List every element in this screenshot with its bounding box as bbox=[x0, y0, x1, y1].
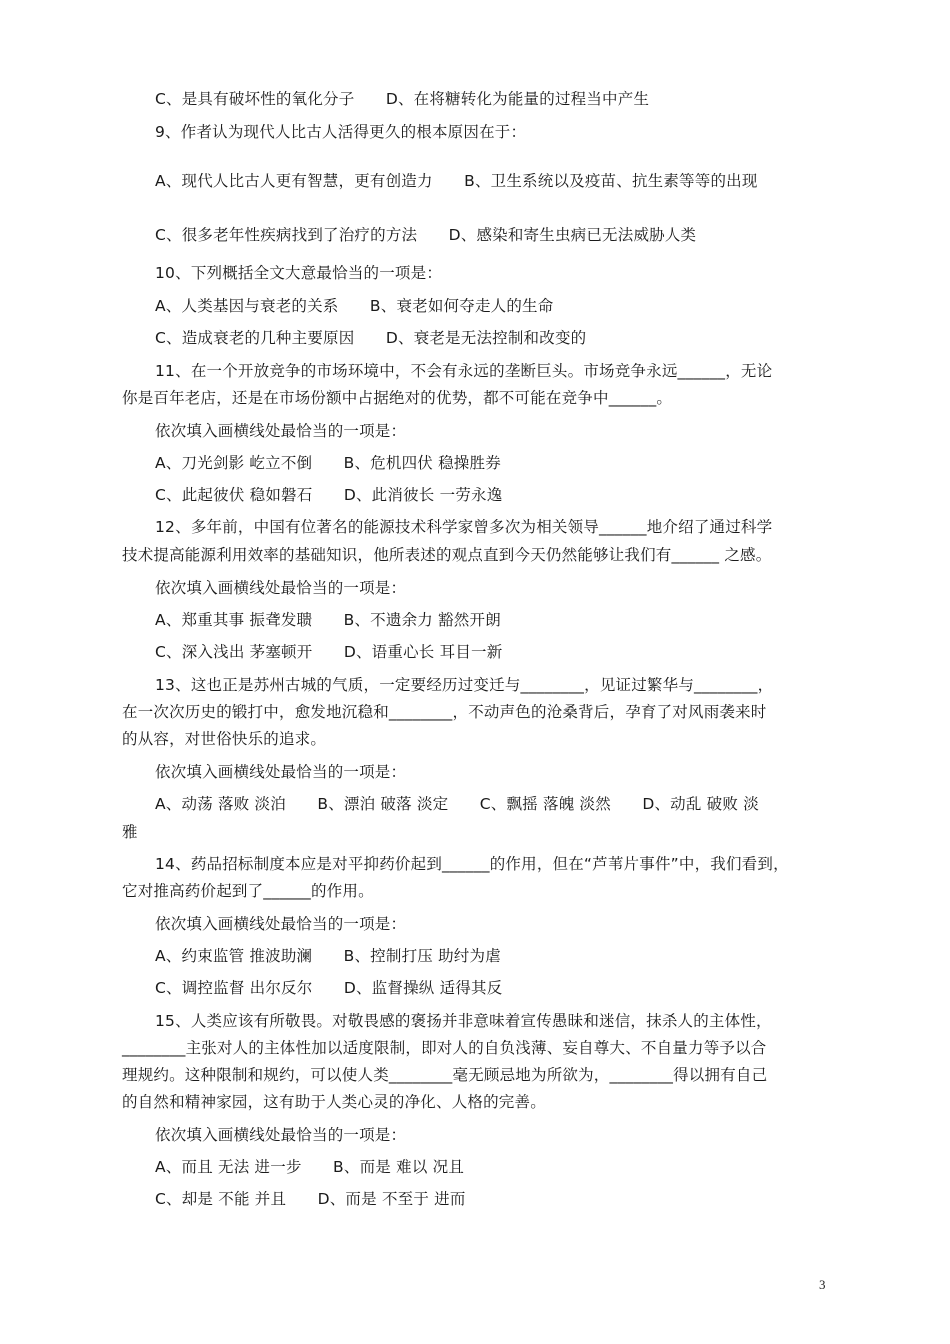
text-line-q10-options-cd: C、造成衰老的几种主要原因 D、衰老是无法控制和改变的 bbox=[155, 329, 587, 347]
text-line-q15-options-ab: A、而且 无法 进一步 B、而是 难以 况且 bbox=[155, 1158, 465, 1176]
text-line-q15-stem-3: 理规约。这种限制和规约，可以使人类________毫无顾忌地为所欲为，________得以拥有自己 bbox=[122, 1066, 768, 1084]
text-line-q13-options-wrap: 雅 bbox=[122, 823, 138, 841]
page-number: 3 bbox=[819, 1277, 826, 1292]
text-line-q14-options-cd: C、调控监督 出尔反尔 D、监督操纵 适得其反 bbox=[155, 979, 503, 997]
text-line-q11-instruction: 依次填入画横线处最恰当的一项是： bbox=[155, 422, 407, 440]
text-line-q14-stem-1: 14、药品招标制度本应是对平抑药价起到______的作用，但在“芦苇片事件”中，我们看到， bbox=[155, 855, 789, 873]
text-line-q9-options-ab: A、现代人比古人更有智慧，更有创造力 B、卫生系统以及疫苗、抗生素等等的出现 bbox=[155, 172, 758, 190]
text-line-q13-stem-2: 在一次次历史的锻打中，愈发地沉稳和________，不动声色的沧桑背后，孕育了对风雨袭来时 bbox=[122, 703, 767, 721]
text-line-q14-options-ab: A、约束监管 推波助澜 B、控制打压 助纣为虐 bbox=[155, 947, 501, 965]
text-line-q10-stem: 10、下列概括全文大意最恰当的一项是： bbox=[155, 264, 443, 282]
text-line-q15-stem-4: 的自然和精神家园，这有助于人类心灵的净化、人格的完善。 bbox=[122, 1093, 546, 1111]
text-line-q12-stem-1: 12、多年前，中国有位著名的能源技术科学家曾多次为相关领导______地介绍了通过科学 bbox=[155, 518, 773, 536]
text-line-q15-options-cd: C、却是 不能 并且 D、而是 不至于 进而 bbox=[155, 1190, 466, 1208]
text-line-q12-options-cd: C、深入浅出 茅塞顿开 D、语重心长 耳目一新 bbox=[155, 643, 503, 661]
text-line-q15-stem-2: ________主张对人的主体性加以适度限制，即对人的自负浅薄、妄自尊大、不自量力等予以合 bbox=[122, 1039, 767, 1057]
text-line-q12-stem-2: 技术提高能源利用效率的基础知识，他所表述的观点直到今天仍然能够让我们有______ 之感。 bbox=[122, 546, 772, 564]
text-line-q8-options-cd: C、是具有破坏性的氧化分子 D、在将糖转化为能量的过程当中产生 bbox=[155, 90, 650, 108]
text-line-q11-stem-1: 11、在一个开放竞争的市场环境中，不会有永远的垄断巨头。市场竞争永远______，无论 bbox=[155, 362, 773, 380]
text-line-q13-instruction: 依次填入画横线处最恰当的一项是： bbox=[155, 763, 407, 781]
text-line-q12-instruction: 依次填入画横线处最恰当的一项是： bbox=[155, 579, 407, 597]
text-line-q13-stem-3: 的从容，对世俗快乐的追求。 bbox=[122, 730, 327, 748]
text-line-q11-options-cd: C、此起彼伏 稳如磐石 D、此消彼长 一劳永逸 bbox=[155, 486, 503, 504]
text-line-q11-stem-2: 你是百年老店，还是在市场份额中占据绝对的优势，都不可能在竞争中______。 bbox=[122, 389, 673, 407]
text-line-q11-options-ab: A、刀光剑影 屹立不倒 B、危机四伏 稳操胜券 bbox=[155, 454, 501, 472]
text-line-q14-instruction: 依次填入画横线处最恰当的一项是： bbox=[155, 915, 407, 933]
text-line-q15-stem-1: 15、人类应该有所敬畏。对敬畏感的褒扬并非意味着宣传愚昧和迷信，抹杀人的主体性， bbox=[155, 1012, 772, 1030]
text-line-q14-stem-2: 它对推高药价起到了______的作用。 bbox=[122, 882, 374, 900]
text-line-q13-stem-1: 13、这也正是苏州古城的气质，一定要经历过变迁与________，见证过繁华与________， bbox=[155, 676, 774, 694]
text-line-q13-options: A、动荡 落败 淡泊 B、漂泊 破落 淡定 C、飘摇 落魄 淡然 D、动乱 破败 淡 bbox=[155, 795, 759, 813]
text-line-q12-options-ab: A、郑重其事 振聋发聩 B、不遗余力 豁然开朗 bbox=[155, 611, 501, 629]
text-line-q9-stem: 9、作者认为现代人比古人活得更久的根本原因在于： bbox=[155, 123, 527, 141]
text-line-q10-options-ab: A、人类基因与衰老的关系 B、衰老如何夺走人的生命 bbox=[155, 297, 554, 315]
text-line-q9-options-cd: C、很多老年性疾病找到了治疗的方法 D、感染和寄生虫病已无法威胁人类 bbox=[155, 226, 697, 244]
text-line-q15-instruction: 依次填入画横线处最恰当的一项是： bbox=[155, 1126, 407, 1144]
